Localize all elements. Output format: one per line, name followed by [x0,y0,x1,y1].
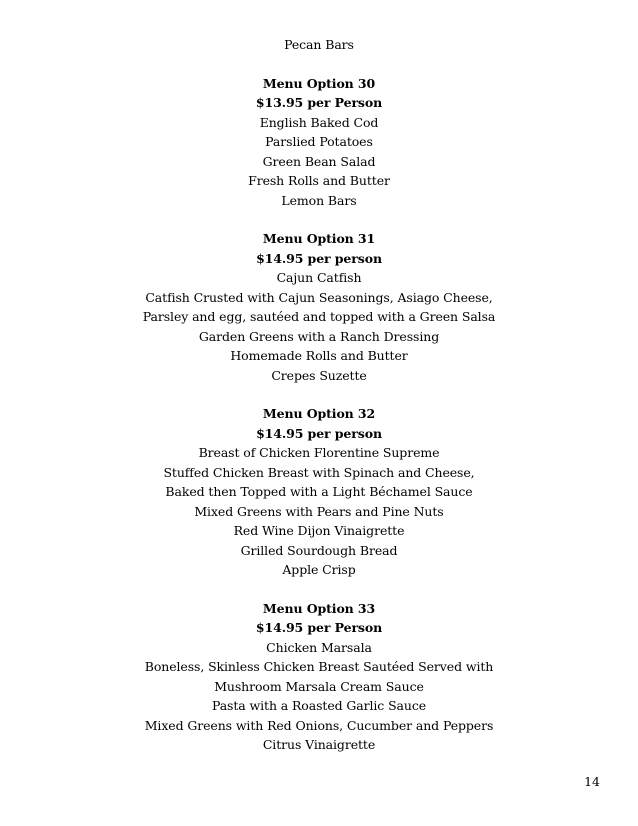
menu-item: Grilled Sourdough Bread [240,542,398,558]
menu-title: Menu Option 30 [262,75,376,91]
menu-price: $13.95 per Person [255,95,383,110]
menu-item: Catfish Crusted with Cajun Seasonings, Asiago Cheese, [145,289,493,305]
menu-item: Boneless, Skinless Chicken Breast Sautéed Served with [144,659,494,674]
menu-item: Pasta with a Roasted Garlic Sauce [211,698,427,713]
page-number: 14 [584,774,600,789]
menu-item: Homemade Rolls and Butter [230,348,408,363]
menu-title: Menu Option 31 [262,231,376,246]
menu-option-31 [0,229,638,385]
menu-item: English Baked Cod [259,114,379,130]
menu-item: Mushroom Marsala Cream Sauce [214,678,424,694]
menu-item: Garden Greens with a Ranch Dressing [198,328,440,344]
menu-item: Green Bean Salad [262,153,376,169]
menu-item: Crepes Suzette [271,367,367,383]
menu-item: Mixed Greens with Pears and Pine Nuts [194,503,444,519]
menu-item: Fresh Rolls and Butter [248,173,390,188]
menu-content [0,35,638,755]
menu-item: Pecan Bars [284,37,354,52]
menu-item: Citrus Vinaigrette [262,737,376,752]
menu-item: Mixed Greens with Red Onions, Cucumber and Peppers [144,717,494,733]
menu-price: $14.95 per Person [255,620,383,635]
menu-item: Parsley and egg, sautéed and topped with a Green Salsa [142,309,496,324]
menu-item: Breast of Chicken Florentine Supreme [198,445,440,460]
menu-price: $14.95 per person [256,425,382,441]
menu-item: Parslied Potatoes [265,134,373,149]
menu-title: Menu Option 32 [262,406,376,421]
menu-option-30 [0,74,638,211]
menu-item: Stuffed Chicken Breast with Spinach and Cheese, [163,464,475,480]
menu-item: Baked then Topped with a Light Béchamel Sauce [165,484,473,499]
menu-option-33 [0,599,638,755]
menu-item: Chicken Marsala [266,639,372,655]
menu-price: $14.95 per person [256,250,382,266]
menu-title: Menu Option 33 [262,600,376,616]
menu-item: Lemon Bars [281,192,357,208]
menu-item: Red Wine Dijon Vinaigrette [233,523,405,538]
menu-option-32 [0,404,638,580]
menu-item: Apple Crisp [282,562,356,577]
menu-item: Cajun Catfish [276,270,362,285]
